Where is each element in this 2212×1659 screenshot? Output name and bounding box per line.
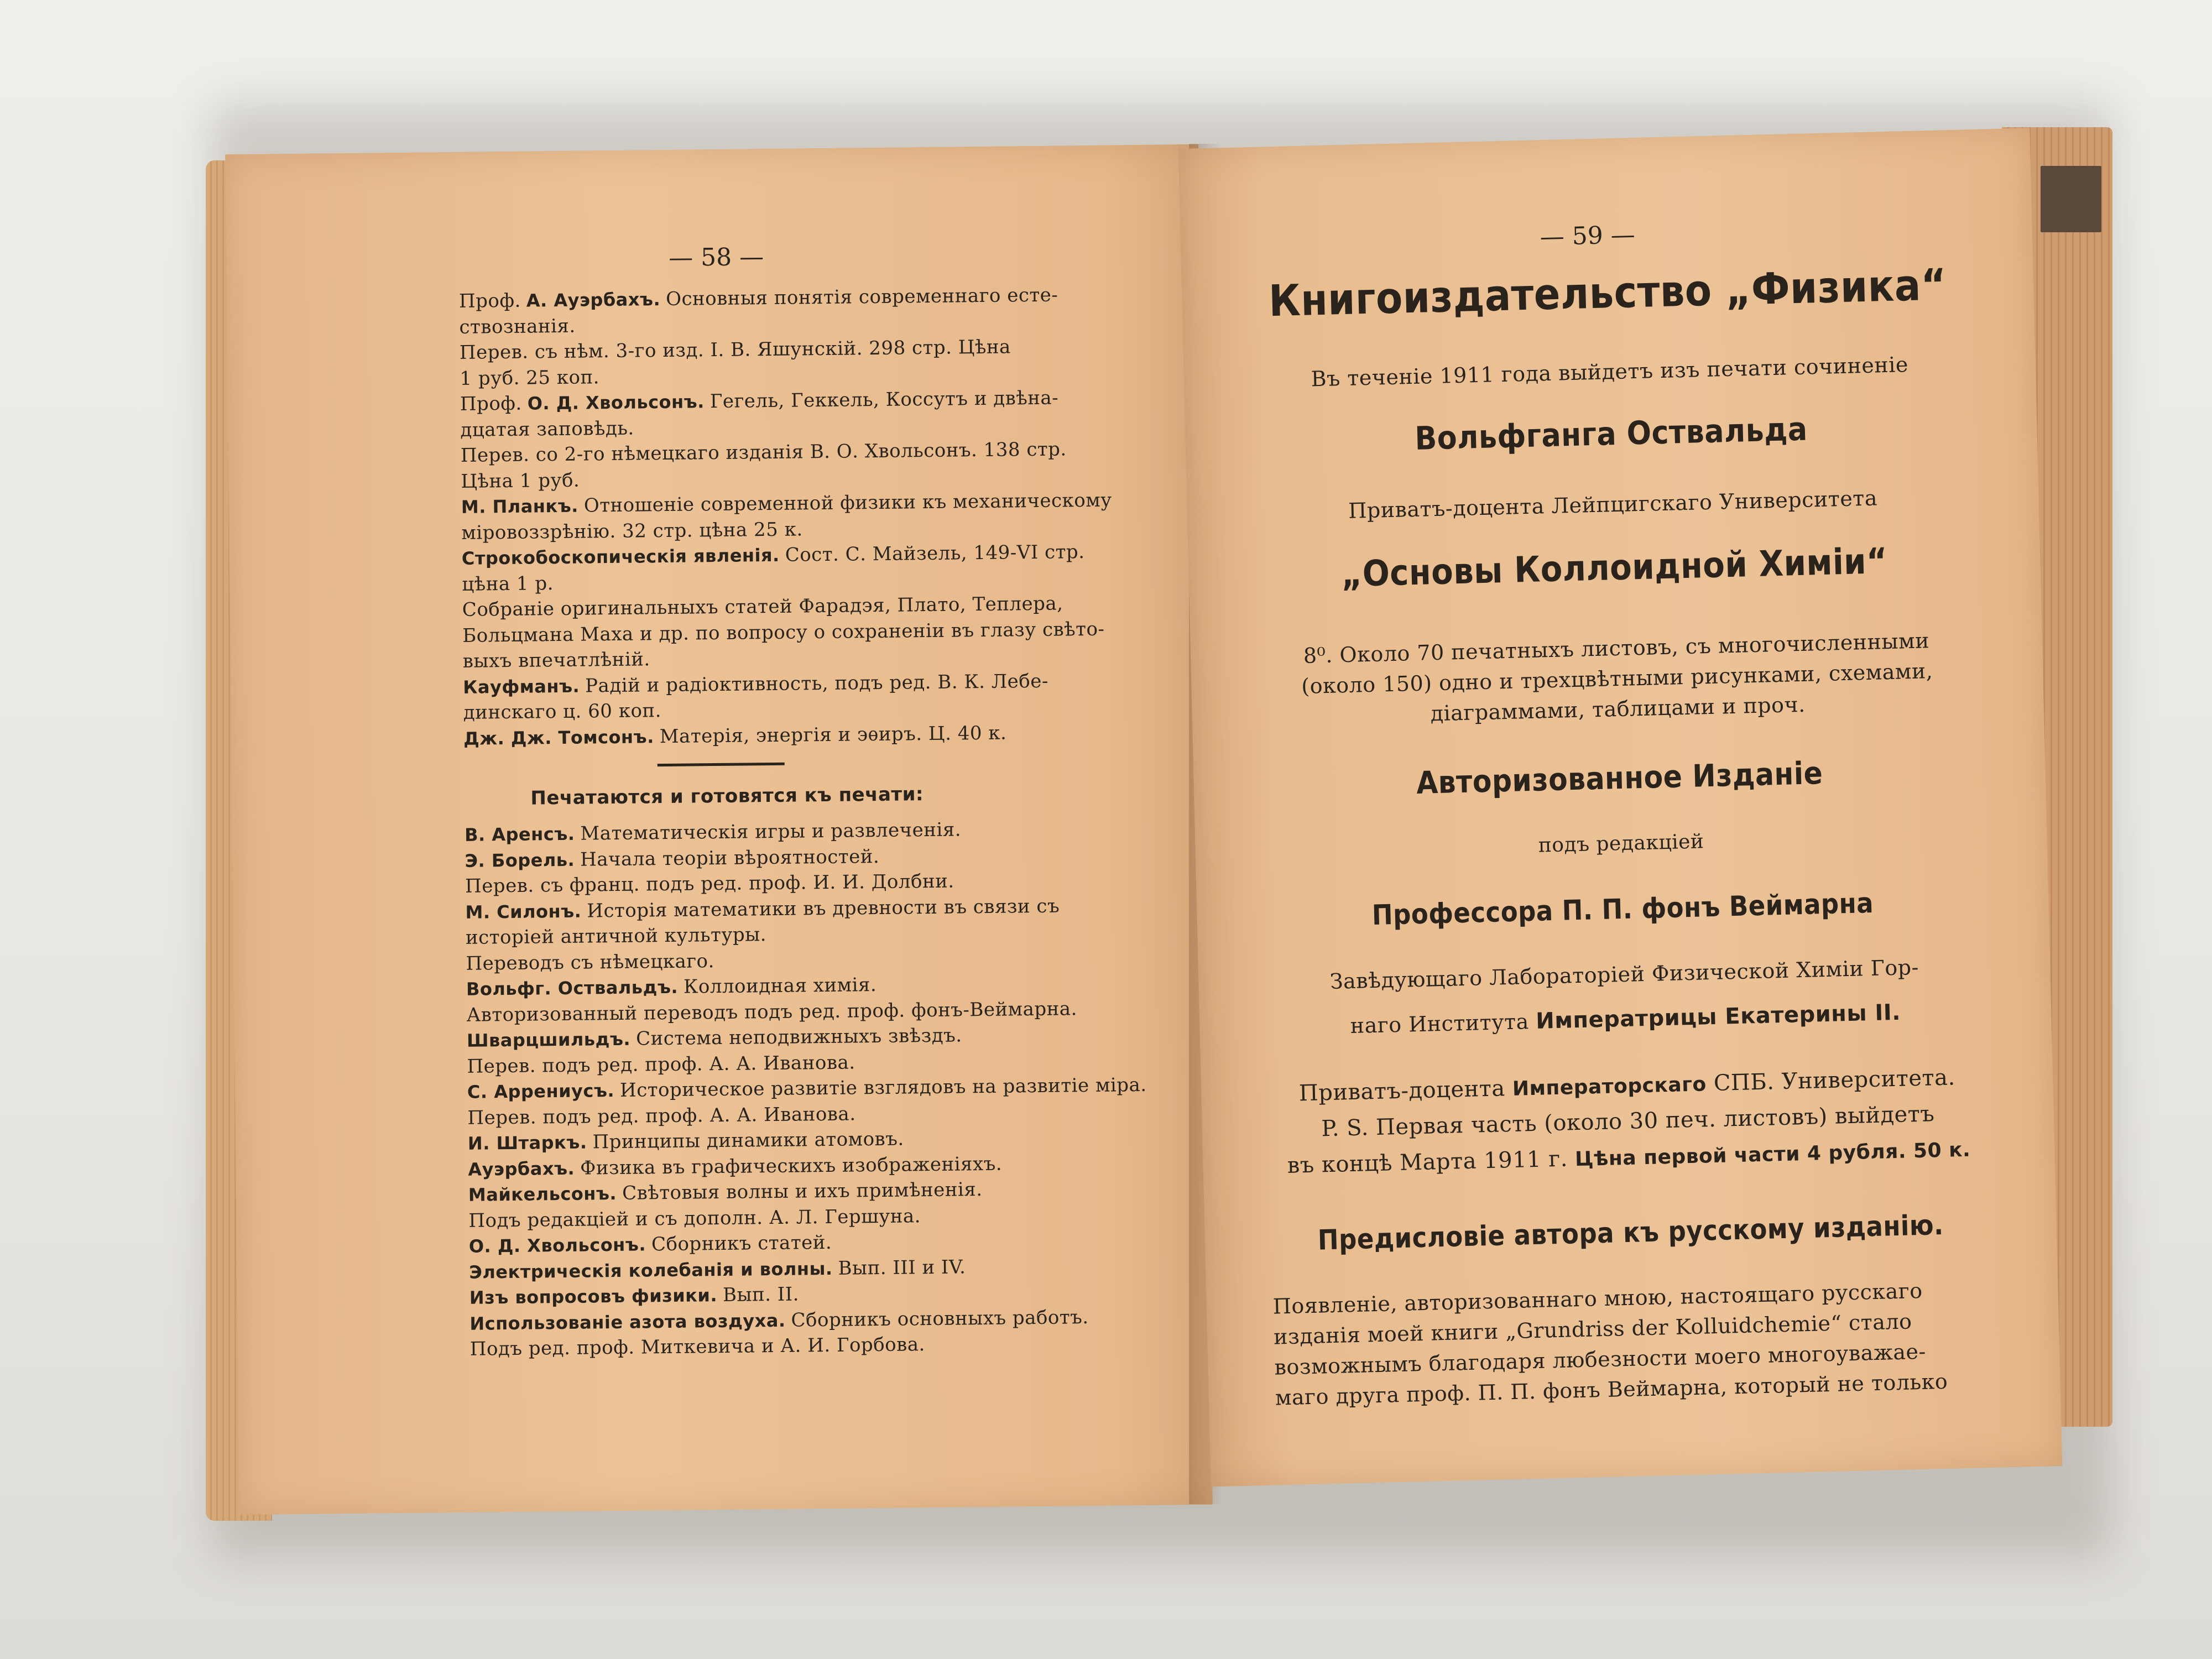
entry-line bbox=[467, 1103, 862, 1129]
entry-text: Радій и радіоктивность, подъ ред. В. К. Лебе- bbox=[585, 670, 1049, 697]
section-rule bbox=[658, 763, 785, 766]
entry-text: Исторія математики въ древности въ связи съ bbox=[587, 895, 1060, 922]
entry-line bbox=[465, 870, 960, 897]
entry-text: Подъ ред. проф. Миткевича и А. И. Горбова. bbox=[469, 1333, 926, 1360]
entry-line bbox=[462, 618, 1110, 646]
entry-line bbox=[466, 950, 720, 974]
entry-author: В. Аренсъ. bbox=[464, 823, 575, 846]
preface-line-3: возможнымъ благодаря любезности моего многоуважае- bbox=[1274, 1339, 1927, 1380]
intro-line: Въ теченіе 1911 года выйдетъ изъ печати сочиненіе bbox=[1311, 352, 1909, 392]
book-title: „Основы Коллоидной Химіи“ bbox=[1340, 541, 1888, 596]
entry-line bbox=[469, 1306, 1094, 1334]
description-line-1: 8⁰. Около 70 печатныхъ листовъ, съ многочисленными bbox=[1303, 628, 1930, 668]
entry-text: Физика въ графическихъ изображеніяхъ. bbox=[580, 1152, 1003, 1180]
entry-line bbox=[466, 924, 772, 949]
editor-position-3a: Приватъ-доцента bbox=[1298, 1076, 1506, 1107]
entry-line bbox=[469, 1283, 805, 1308]
entry-line bbox=[463, 648, 656, 672]
entry-author: Строкобоскопическія явленія. bbox=[461, 544, 780, 569]
entry-author: С. Аррениусъ. bbox=[467, 1080, 615, 1103]
entry-line bbox=[467, 1051, 861, 1077]
entry-line bbox=[468, 1205, 926, 1232]
entry-text: Вып. II. bbox=[722, 1283, 800, 1306]
editor-position-2b: Императрицы Екатерины II. bbox=[1535, 999, 1901, 1034]
entry-text: Перев. съ франц. подъ ред. проф. И. И. Долбни. bbox=[465, 870, 954, 898]
entry-line bbox=[467, 1024, 968, 1051]
entry-line bbox=[465, 895, 1065, 923]
description-line-3: діаграммами, таблицами и проч. bbox=[1430, 692, 1806, 726]
entry-text: Принципы динамики атомовъ. bbox=[592, 1128, 904, 1154]
entry-line bbox=[469, 1232, 838, 1258]
entry-text: Сборникъ статей. bbox=[651, 1231, 832, 1256]
entry-text: Гегель, Геккель, Коссутъ и двѣна- bbox=[709, 387, 1059, 413]
entry-line bbox=[459, 284, 1064, 312]
author-position: Приватъ-доцента Лейпцигскаго Университета bbox=[1348, 486, 1878, 523]
entry-line bbox=[462, 541, 1091, 570]
left-page bbox=[225, 144, 1213, 1515]
description-line-2: (около 150) одно и трехцвѣтными рисунками, схемами, bbox=[1301, 659, 1933, 699]
entry-author: Ауэрбахъ. bbox=[468, 1157, 575, 1180]
entry-line bbox=[461, 469, 585, 492]
entry-line bbox=[461, 518, 808, 544]
entry-text: Историческое развитіе взглядовъ на развитіе міра. bbox=[619, 1073, 1147, 1102]
entry-line bbox=[460, 387, 1065, 415]
entry-text: Больцмана Маха и др. по вопросу о сохраненіи въ глазу свѣто- bbox=[462, 618, 1105, 647]
entry-author: Э. Борель. bbox=[465, 849, 575, 872]
entry-text: Сборникъ основныхъ работъ. bbox=[791, 1306, 1089, 1332]
entry-line bbox=[470, 1333, 931, 1360]
edition-heading: Авторизованное Изданіе bbox=[1416, 755, 1823, 801]
entry-text: Математическія игры и развлеченія. bbox=[580, 818, 962, 845]
editor-position-3c: СПБ. Университета. bbox=[1713, 1065, 1956, 1097]
publisher-title: Книгоиздательство „Физика“ bbox=[1268, 260, 1948, 327]
ps-line: P. S. Первая часть (около 30 печ. листовъ) выйдетъ bbox=[1321, 1101, 1935, 1142]
entry-text: Вып. III и IV. bbox=[838, 1255, 966, 1280]
entry-author: О. Д. Хвольсонъ. bbox=[468, 1234, 646, 1257]
entry-line bbox=[462, 572, 559, 596]
entry-line bbox=[460, 366, 605, 390]
entry-text: Сост. С. Майзель, 149-VI стр. bbox=[785, 541, 1085, 566]
entry-text: Перев. подъ ред. проф. А. А. Иванова. bbox=[467, 1051, 855, 1078]
entry-line bbox=[463, 670, 1054, 698]
entry-line bbox=[463, 722, 1012, 749]
under-editorship: подъ редакціей bbox=[1538, 830, 1704, 857]
entry-text: Цѣна 1 руб. bbox=[461, 469, 580, 493]
entry-text: Переводъ съ нѣмецкаго. bbox=[466, 950, 715, 975]
entry-author: Вольфг. Оствальдъ. bbox=[466, 976, 679, 1000]
entry-text: 1 руб. 25 коп. bbox=[460, 366, 600, 390]
entry-author: Использованіе азота воздуха. bbox=[469, 1310, 786, 1334]
ps-line-2a: въ концѣ Марта 1911 г. bbox=[1287, 1146, 1568, 1178]
entry-line bbox=[461, 438, 1072, 467]
entry-line bbox=[460, 417, 640, 441]
book-cover-corner bbox=[2041, 166, 2101, 232]
entry-text: Коллоидная химія. bbox=[683, 974, 877, 998]
entry-line bbox=[468, 1152, 1008, 1180]
editor-name: Профессора П. П. фонъ Веймарна bbox=[1371, 886, 1874, 932]
entry-line bbox=[465, 818, 967, 846]
entry-text: Авторизованный переводъ подъ ред. проф. фонъ-Веймарна. bbox=[466, 997, 1078, 1026]
entry-text: Собраніе оригинальныхъ статей Фарадэя, Плато, Теплера, bbox=[462, 592, 1063, 621]
preface-line-1: Появленіе, авторизованнаго мною, настоящаго русскаго bbox=[1272, 1278, 1923, 1319]
entry-text: Матерія, энергія и эѳиръ. Ц. 40 к. bbox=[659, 722, 1007, 748]
section-heading: Печатаются и готовятся къ печати: bbox=[530, 783, 924, 810]
entry-text: дцатая заповѣдь. bbox=[460, 417, 634, 441]
entry-line bbox=[467, 1074, 1152, 1103]
page-number-58: — 58 — bbox=[668, 243, 764, 272]
entry-line bbox=[466, 998, 1083, 1026]
entry-author: А. Ауэрбахъ. bbox=[526, 289, 661, 311]
editor-position-1: Завѣдующаго Лабораторіей Физической Химіи Гор- bbox=[1329, 954, 1919, 994]
entry-line bbox=[469, 1256, 971, 1284]
preface-heading: Предисловіе автора къ русскому изданію. bbox=[1317, 1208, 1944, 1256]
entry-line bbox=[466, 974, 883, 1000]
entry-text: исторіей античной культуры. bbox=[465, 924, 767, 949]
entry-text: Перев. съ нѣм. 3-го изд. І. В. Яшунскій. 298 стр. Цѣна bbox=[459, 336, 1011, 364]
entry-author: Шварцшильдъ. bbox=[466, 1028, 631, 1051]
editor-position-3b: Императорскаго bbox=[1512, 1073, 1707, 1100]
entry-text: Свѣтовыя волны и ихъ примѣненія. bbox=[622, 1178, 983, 1204]
right-page bbox=[1178, 128, 2063, 1487]
preface-line-4: маго друга проф. П. П. фонъ Веймарна, который не только bbox=[1275, 1369, 1948, 1410]
entry-line bbox=[462, 592, 1069, 620]
entry-text: Система неподвижныхъ звѣздъ. bbox=[635, 1024, 962, 1050]
ps-line-2b: Цѣна первой части 4 рубля. 50 к. bbox=[1574, 1138, 1971, 1171]
preface-line-2: изданія моей книги „Grundriss der Kolluidchemie“ стало bbox=[1273, 1309, 1912, 1349]
page-number-59: — 59 — bbox=[1540, 221, 1636, 252]
entry-text: міровоззрѣнію. 32 стр. цѣна 25 к. bbox=[461, 518, 803, 544]
entry-text: Начала теоріи вѣроятностей. bbox=[580, 845, 880, 871]
entry-text: Перев. со 2-го нѣмецкаго изданія В. О. Хвольсонъ. 138 стр. bbox=[460, 438, 1067, 467]
entry-author: Электрическія колебанія и волны. bbox=[469, 1258, 833, 1283]
author-name: Вольфганга Оствальда bbox=[1414, 410, 1808, 457]
entry-text: цѣна 1 р. bbox=[462, 572, 554, 596]
entry-line bbox=[465, 845, 885, 872]
entry-line bbox=[461, 489, 1118, 518]
entry-author: И. Штаркъ. bbox=[467, 1131, 587, 1154]
entry-author: О. Д. Хвольсонъ. bbox=[527, 391, 705, 414]
entry-text: Подъ редакціей и съ дополн. А. Л. Гершуна. bbox=[468, 1204, 921, 1232]
entry-text: Основныя понятія современнаго есте- bbox=[665, 284, 1058, 310]
editor-position-2a: наго Института bbox=[1350, 1009, 1530, 1039]
entry-author: М. Планкъ. bbox=[461, 495, 579, 518]
entry-text: Отношеніе современной физики къ механическому bbox=[583, 489, 1112, 517]
entry-author: Майкельсонъ. bbox=[468, 1182, 617, 1206]
entry-author: Кауфманъ. bbox=[463, 675, 580, 698]
entry-author: Изъ вопросовъ физики. bbox=[469, 1285, 718, 1308]
entry-line bbox=[463, 700, 667, 724]
entry-text: динскаго ц. 60 коп. bbox=[463, 700, 662, 724]
entry-line bbox=[468, 1178, 988, 1206]
entry-prefix: Проф. bbox=[460, 392, 522, 415]
entry-line bbox=[468, 1128, 910, 1154]
entry-text: выхъ впечатлѣній. bbox=[462, 648, 650, 672]
entry-author: Дж. Дж. Томсонъ. bbox=[463, 726, 654, 749]
entry-line bbox=[460, 336, 1016, 364]
entry-line bbox=[459, 315, 581, 338]
entry-text: Перев. подъ ред. проф. А. А. Иванова. bbox=[467, 1102, 856, 1129]
entry-prefix: Проф. bbox=[458, 289, 521, 312]
entry-author: М. Силонъ. bbox=[465, 900, 582, 923]
editor-position-2 bbox=[1199, 996, 2052, 1042]
entry-text: ствознанія. bbox=[459, 315, 576, 338]
